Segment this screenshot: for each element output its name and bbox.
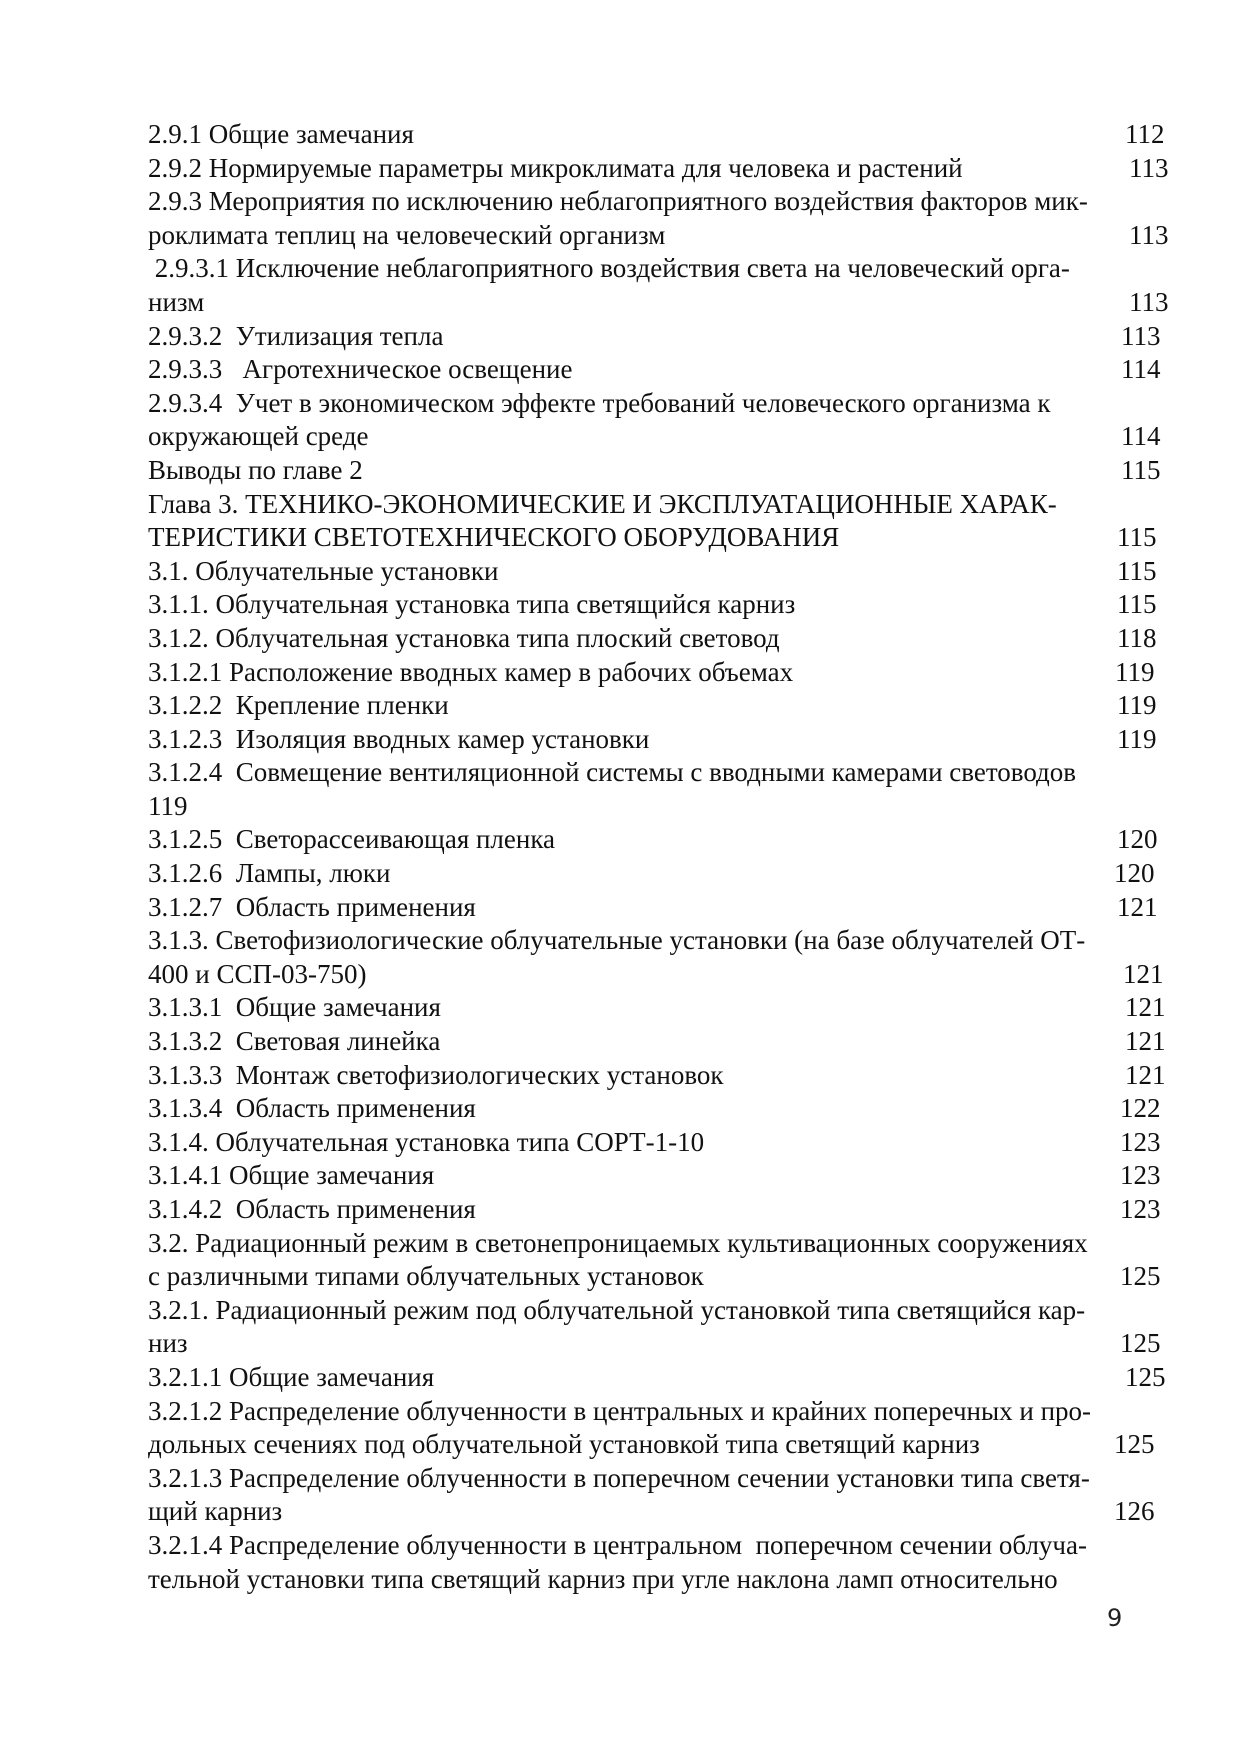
toc-line xyxy=(148,185,1188,219)
toc-entry-text: с различными типами облучательных установок xyxy=(148,1261,704,1292)
toc-entry-page: 113 xyxy=(1121,320,1161,351)
toc-entry-text: 3.1.2.4 Совмещение вентиляционной системы с вводными камерами световодов xyxy=(148,757,1077,788)
toc-entry-text: 2.9.3.4 Учет в экономическом эффекте требований человеческого организма к xyxy=(148,387,1051,418)
toc-line xyxy=(148,320,1188,354)
toc-entry-text: 3.1.2.1 Расположение вводных камер в рабочих объемах xyxy=(148,656,794,687)
toc-entry-text: 3.2.1. Радиационный режим под облучательной установкой типа светящийся кар- xyxy=(148,1294,1086,1325)
toc-entry-text: низм xyxy=(148,286,205,317)
toc-entry-text: 119 xyxy=(148,790,188,821)
toc-entry-page: 113 xyxy=(1129,219,1169,250)
toc-line xyxy=(148,1495,1188,1529)
toc-entry-text: 3.1.1. Облучательная установка типа светящийся карниз xyxy=(148,589,796,620)
toc-entry-text: 2.9.3.3 Агротехническое освещение xyxy=(148,354,573,385)
toc-line xyxy=(148,857,1188,891)
toc-entry-text: 3.1. Облучательные установки xyxy=(148,555,499,586)
toc-line xyxy=(148,924,1188,958)
toc-line xyxy=(148,1092,1188,1126)
toc-entry-page: 125 xyxy=(1114,1429,1155,1460)
toc-entry-page: 125 xyxy=(1120,1261,1161,1292)
toc-entry-text: 3.1.2.5 Светорассеивающая пленка xyxy=(148,824,556,855)
toc-line xyxy=(148,622,1188,656)
toc-entry-text: роклимата теплиц на человеческий организм xyxy=(148,219,666,250)
toc-line xyxy=(148,1294,1188,1328)
toc-line xyxy=(148,286,1188,320)
toc-entry-text: 3.1.2.6 Лампы, люки xyxy=(148,858,391,889)
toc-entry-page: 123 xyxy=(1120,1194,1161,1224)
toc-line xyxy=(148,723,1188,757)
toc-entry-text: 400 и ССП-03-750) xyxy=(148,958,367,989)
toc-line xyxy=(148,387,1188,421)
toc-line xyxy=(148,991,1188,1025)
toc-entry-page: 121 xyxy=(1125,1059,1166,1090)
toc-line xyxy=(148,1126,1188,1160)
toc-entry-page: 113 xyxy=(1129,152,1169,183)
toc-line xyxy=(148,252,1188,286)
toc-line xyxy=(148,790,1188,824)
toc-entry-page: 121 xyxy=(1125,992,1166,1023)
toc-line xyxy=(148,656,1188,690)
toc-entry-page: 120 xyxy=(1117,824,1158,855)
table-of-contents xyxy=(148,118,1188,1596)
toc-line xyxy=(148,1327,1188,1361)
toc-entry-text: 3.1.3.1 Общие замечания xyxy=(148,992,441,1023)
toc-entry-text: 3.1.2.3 Изоляция вводных камер установки xyxy=(148,723,650,754)
toc-entry-text: 3.2.1.4 Распределение облученности в центральном поперечном сечении облуча- xyxy=(148,1529,1087,1560)
toc-entry-page: 115 xyxy=(1117,522,1157,553)
toc-entry-page: 115 xyxy=(1117,589,1157,620)
toc-entry-page: 125 xyxy=(1125,1361,1166,1392)
toc-entry-text: 2.9.1 Общие замечания xyxy=(148,119,414,149)
toc-entry-text: Выводы по главе 2 xyxy=(148,454,363,485)
toc-entry-text: окружающей среде xyxy=(148,421,369,452)
toc-line xyxy=(148,353,1188,387)
toc-entry-text: Глава 3. ТЕХНИКО-ЭКОНОМИЧЕСКИЕ И ЭКСПЛУАТАЦИОННЫЕ ХАРАК- xyxy=(148,488,1057,519)
toc-line xyxy=(148,1059,1188,1093)
toc-line xyxy=(148,1395,1188,1429)
toc-entry-page: 121 xyxy=(1123,958,1164,989)
toc-line xyxy=(148,219,1188,253)
toc-entry-text: 3.1.4.1 Общие замечания xyxy=(148,1160,435,1191)
toc-line xyxy=(148,1260,1188,1294)
toc-line xyxy=(148,1361,1188,1395)
toc-entry-text: 3.1.3. Светофизиологические облучательные установки (на базе облучателей ОТ- xyxy=(148,925,1086,956)
toc-line xyxy=(148,1227,1188,1261)
toc-entry-text: 3.2.1.2 Распределение облученности в центральных и крайних поперечных и про- xyxy=(148,1395,1092,1426)
toc-entry-text: дольных сечениях под облучательной установкой типа светящий карниз xyxy=(148,1429,980,1460)
toc-line xyxy=(148,1159,1188,1193)
toc-entry-page: 114 xyxy=(1121,421,1161,452)
toc-entry-page: 119 xyxy=(1117,723,1157,754)
toc-line xyxy=(148,1529,1188,1563)
toc-entry-text: 2.9.2 Нормируемые параметры микроклимата для человека и растений xyxy=(148,152,963,183)
toc-entry-text: 3.1.2.7 Область применения xyxy=(148,891,476,922)
toc-entry-page: 119 xyxy=(1117,690,1157,721)
toc-entry-page: 121 xyxy=(1125,1026,1166,1057)
toc-entry-text: 2.9.3.1 Исключение неблагоприятного воздействия света на человеческий орга- xyxy=(148,253,1070,284)
toc-line xyxy=(148,1428,1188,1462)
toc-line xyxy=(148,488,1188,522)
toc-line xyxy=(148,891,1188,925)
toc-entry-text: 3.2.1.1 Общие замечания xyxy=(148,1361,435,1392)
toc-line xyxy=(148,1193,1188,1227)
toc-entry-text: 2.9.3.2 Утилизация тепла xyxy=(148,320,444,351)
toc-entry-text: тельной установки типа светящий карниз при угле наклона ламп относительно xyxy=(148,1563,1058,1594)
toc-entry-text: 2.9.3 Мероприятия по исключению неблагоприятного воздействия факторов мик- xyxy=(148,186,1088,217)
toc-entry-page: 126 xyxy=(1114,1496,1155,1527)
toc-line xyxy=(148,555,1188,589)
toc-entry-text: щий карниз xyxy=(148,1496,283,1527)
toc-entry-page: 123 xyxy=(1120,1160,1161,1191)
toc-entry-page: 119 xyxy=(1115,656,1155,687)
toc-entry-text: ТЕРИСТИКИ СВЕТОТЕХНИЧЕСКОГО ОБОРУДОВАНИЯ xyxy=(148,522,840,553)
toc-entry-text: 3.1.3.3 Монтаж светофизиологических установок xyxy=(148,1059,724,1090)
toc-entry-text: 3.1.2. Облучательная установка типа плоский световод xyxy=(148,622,780,653)
toc-line xyxy=(148,521,1188,555)
toc-entry-page: 113 xyxy=(1129,286,1169,317)
toc-entry-page: 115 xyxy=(1121,454,1161,485)
toc-entry-page: 115 xyxy=(1117,555,1157,586)
toc-line xyxy=(148,1462,1188,1496)
toc-entry-page: 112 xyxy=(1125,119,1165,149)
toc-entry-page: 121 xyxy=(1117,891,1158,922)
toc-entry-page: 120 xyxy=(1114,858,1155,889)
toc-entry-text: 3.1.4. Облучательная установка типа СОРТ-1-10 xyxy=(148,1126,705,1157)
toc-line xyxy=(148,118,1188,152)
toc-entry-text: низ xyxy=(148,1328,188,1359)
toc-entry-text: 3.2. Радиационный режим в светонепроницаемых культивационных сооружениях xyxy=(148,1227,1088,1258)
toc-entry-text: 3.1.2.2 Крепление пленки xyxy=(148,690,449,721)
toc-line xyxy=(148,958,1188,992)
page-number: 9 xyxy=(1107,1604,1123,1632)
toc-entry-text: 3.1.4.2 Область применения xyxy=(148,1194,476,1224)
toc-entry-text: 3.1.3.2 Световая линейка xyxy=(148,1026,441,1057)
toc-entry-page: 122 xyxy=(1120,1093,1161,1124)
toc-entry-text: 3.2.1.3 Распределение облученности в поперечном сечении установки типа светя- xyxy=(148,1462,1090,1493)
toc-line xyxy=(148,756,1188,790)
toc-entry-page: 118 xyxy=(1117,622,1157,653)
toc-entry-page: 125 xyxy=(1120,1328,1161,1359)
toc-line xyxy=(148,1025,1188,1059)
toc-line xyxy=(148,588,1188,622)
toc-line xyxy=(148,420,1188,454)
toc-line xyxy=(148,1563,1188,1597)
toc-line xyxy=(148,152,1188,186)
toc-line xyxy=(148,689,1188,723)
toc-entry-text: 3.1.3.4 Область применения xyxy=(148,1093,476,1124)
toc-entry-page: 114 xyxy=(1121,354,1161,385)
toc-line xyxy=(148,454,1188,488)
toc-entry-page: 123 xyxy=(1120,1126,1161,1157)
toc-line xyxy=(148,823,1188,857)
